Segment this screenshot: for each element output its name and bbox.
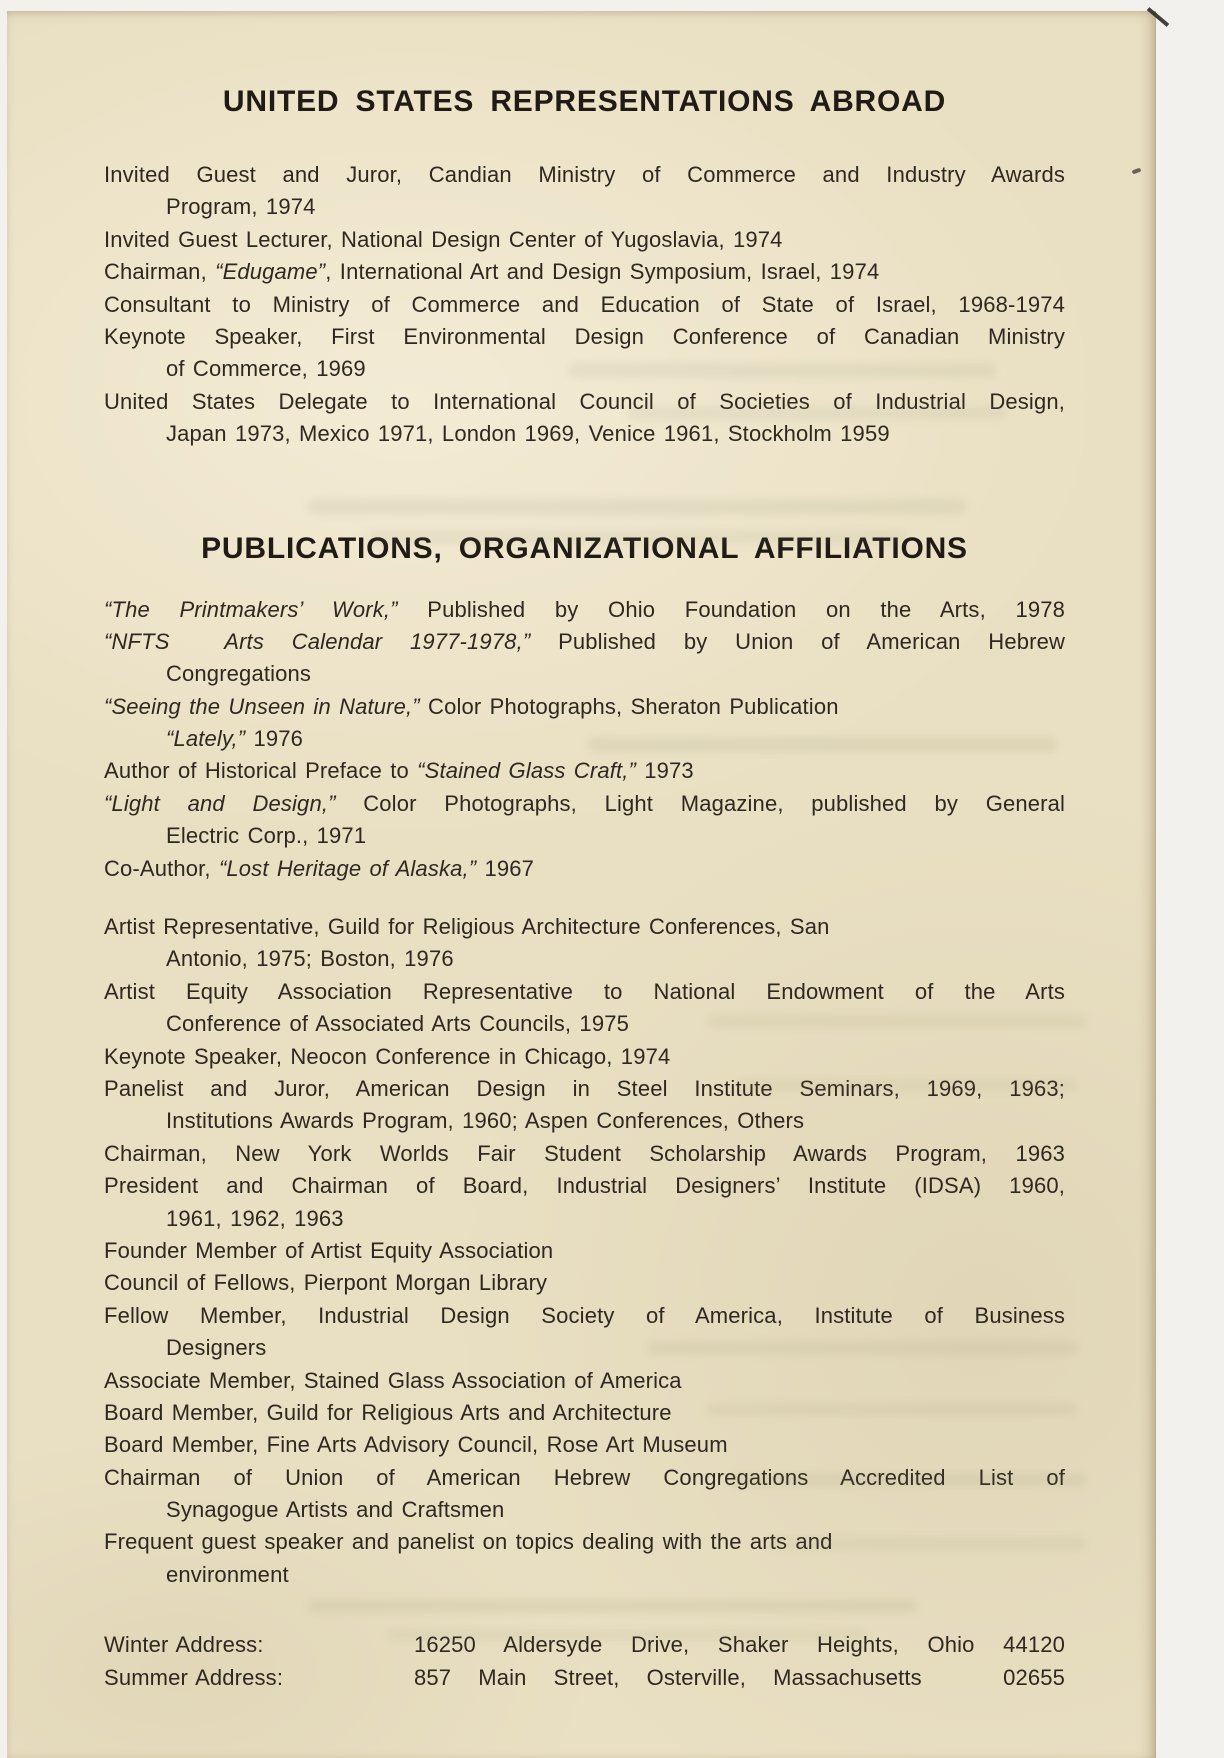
cv-entry: [104, 1235, 1065, 1267]
cv-entry: [104, 1041, 1065, 1073]
text-run: Keynote Speaker, First Environmental Design Conference of Canadian Ministry: [104, 323, 1065, 349]
cv-entry-line: [104, 1526, 1065, 1558]
cv-entry: [104, 691, 1065, 756]
cv-entry: [104, 1073, 1065, 1138]
text-run: Board Member, Guild for Religious Arts and Architecture: [104, 1399, 672, 1425]
cv-entry: [104, 1397, 1065, 1429]
cv-entry-line: [104, 1267, 1065, 1299]
text-run: Program, 1974: [166, 194, 316, 220]
cv-entry-line: [104, 1300, 1065, 1332]
italic-text-run: “NFTS Arts Calendar 1977-1978,”: [104, 628, 531, 654]
text-run: Founder Member of Artist Equity Association: [104, 1237, 554, 1263]
text-run: Board Member, Fine Arts Advisory Council, Rose Art Museum: [104, 1432, 728, 1458]
cv-entry-line: [104, 321, 1065, 353]
representations-group: [104, 159, 1065, 451]
cv-entry-line: [104, 755, 1065, 787]
text-run: Author of Historical Preface to: [104, 758, 418, 784]
cv-entry-line: [104, 911, 1065, 943]
text-run: Japan 1973, Mexico 1971, London 1969, Venice 1961, Stockholm 1959: [166, 421, 890, 447]
italic-text-run: “Edugame”: [215, 259, 326, 285]
cv-entry: [104, 256, 1065, 288]
section-publications-affiliations: [104, 594, 1065, 1592]
cv-entry-line: [104, 353, 1065, 385]
cv-entry-line: [104, 256, 1065, 288]
text-run: Panelist and Juror, American Design in Steel Institute Seminars, 1969, 1963;: [104, 1075, 1065, 1101]
cv-entry-line: [104, 1203, 1065, 1235]
cv-entry: [104, 224, 1065, 256]
cv-entry-line: [104, 788, 1065, 820]
cv-entry: [104, 1429, 1065, 1461]
cv-entry-line: [104, 723, 1065, 755]
cv-entry-line: [104, 1429, 1065, 1461]
winter-address-label: Winter Address:: [104, 1632, 264, 1658]
text-run: Antonio, 1975; Boston, 1976: [166, 946, 454, 972]
cv-entry: [104, 788, 1065, 853]
text-run: Chairman, New York Worlds Fair Student Scholarship Awards Program, 1963: [104, 1140, 1065, 1166]
cv-entry: [104, 1300, 1065, 1365]
cv-entry-line: [104, 1073, 1065, 1105]
cv-entry-line: [104, 1170, 1065, 1202]
cv-entry: [104, 1170, 1065, 1235]
section-us-representations: [104, 159, 1065, 451]
cv-entry-line: [104, 224, 1065, 256]
cv-entry: [104, 1462, 1065, 1527]
text-run: environment: [166, 1561, 289, 1587]
text-run: President and Chairman of Board, Industrial Designers’ Institute (IDSA) 1960,: [104, 1173, 1065, 1199]
cv-entry-line: [104, 1008, 1065, 1040]
cv-entry: [104, 321, 1065, 386]
text-run: Conference of Associated Arts Councils, 1975: [166, 1011, 629, 1037]
cv-entry: [104, 626, 1065, 691]
cv-entry-line: [104, 418, 1065, 450]
text-run: Frequent guest speaker and panelist on topics dealing with the arts and: [104, 1529, 833, 1555]
section-title-publications-affiliations: PUBLICATIONS, ORGANIZATIONAL AFFILIATIONS: [201, 531, 968, 565]
text-run: of Commerce, 1969: [166, 356, 366, 382]
text-run: Electric Corp., 1971: [166, 823, 367, 849]
cv-entry-line: [104, 1235, 1065, 1267]
address-block: [104, 1628, 1065, 1694]
text-run: Artist Representative, Guild for Religious Architecture Conferences, San: [104, 914, 830, 940]
cv-entry: [104, 594, 1065, 626]
affiliations-group: [104, 911, 1065, 1591]
italic-text-run: “Light and Design,”: [104, 790, 336, 816]
winter-address-value: 16250 Aldersyde Drive, Shaker Heights, Ohio 44120: [414, 1632, 1065, 1658]
text-run: Institutions Awards Program, 1960; Aspen Conferences, Others: [166, 1108, 805, 1134]
text-run: Chairman,: [104, 259, 216, 285]
cv-entry-line: [104, 1462, 1065, 1494]
cv-entry: [104, 1526, 1065, 1591]
cv-entry-line: [104, 1494, 1065, 1526]
cv-entry-line: [104, 1041, 1065, 1073]
text-run: Keynote Speaker, Neocon Conference in Chicago, 1974: [104, 1043, 671, 1069]
text-run: Color Photographs, Sheraton Publication: [419, 693, 839, 719]
text-run: Council of Fellows, Pierpont Morgan Library: [104, 1270, 548, 1296]
paper-sheet: [7, 11, 1156, 1758]
text-run: 1961, 1962, 1963: [166, 1205, 344, 1231]
text-run: 1976: [245, 726, 304, 752]
cv-entry-line: [104, 594, 1065, 626]
text-run: Invited Guest and Juror, Candian Ministry of Commerce and Industry Awards: [104, 162, 1065, 187]
cv-entry: [104, 1267, 1065, 1299]
italic-text-run: “Lately,”: [166, 726, 246, 752]
summer-address-label: Summer Address:: [104, 1665, 284, 1691]
text-run: Co-Author,: [104, 855, 219, 881]
cv-entry-line: [104, 691, 1065, 723]
cv-entry-line: [104, 1105, 1065, 1137]
cv-entry: [104, 1365, 1065, 1397]
text-run: Artist Equity Association Representative to National Endowment of the Arts: [104, 978, 1065, 1004]
cv-entry-line: [104, 658, 1065, 690]
cv-entry-line: [104, 1138, 1065, 1170]
cv-entry-line: [104, 976, 1065, 1008]
cv-entry-line: [104, 1332, 1065, 1364]
text-run: Designers: [166, 1335, 267, 1361]
cv-entry: [104, 911, 1065, 976]
text-run: Invited Guest Lecturer, National Design Center of Yugoslavia, 1974: [104, 226, 783, 252]
text-run: Associate Member, Stained Glass Association of America: [104, 1367, 682, 1393]
cv-entry-line: [104, 1365, 1065, 1397]
text-run: Published by Ohio Foundation on the Arts, 1978: [397, 596, 1066, 622]
cv-entry: [104, 1138, 1065, 1170]
cv-entry: [104, 159, 1065, 224]
address-row-winter: [104, 1628, 1065, 1661]
text-run: Chairman of Union of American Hebrew Congregations Accredited List of: [104, 1464, 1065, 1490]
cv-entry-line: [104, 191, 1065, 223]
cv-entry-line: [104, 853, 1065, 885]
address-row-summer: [104, 1661, 1065, 1694]
cv-entry: [104, 853, 1065, 885]
cv-entry: [104, 386, 1065, 451]
publications-group: [104, 594, 1065, 886]
text-run: United States Delegate to International Council of Societies of Industrial Design,: [104, 388, 1065, 414]
text-run: 1967: [476, 855, 535, 881]
cv-entry: [104, 976, 1065, 1041]
cv-entry-line: [104, 943, 1065, 975]
cv-entry-line: [104, 386, 1065, 418]
cv-entry-line: [104, 820, 1065, 852]
cv-entry: [104, 755, 1065, 787]
cv-entry-line: [104, 289, 1065, 321]
text-run: , International Art and Design Symposium, Israel, 1974: [325, 259, 880, 285]
text-run: Fellow Member, Industrial Design Society of America, Institute of Business: [104, 1302, 1065, 1328]
text-run: Congregations: [166, 661, 312, 687]
cv-entry-line: [104, 626, 1065, 658]
summer-address-value: 857 Main Street, Osterville, Massachusetts 02655: [414, 1665, 1065, 1691]
text-run: 1973: [635, 758, 694, 784]
section-title-us-representations: UNITED STATES REPRESENTATIONS ABROAD: [222, 85, 947, 118]
italic-text-run: “Lost Heritage of Alaska,”: [218, 855, 477, 881]
italic-text-run: “Stained Glass Craft,”: [417, 758, 636, 784]
text-run: Published by Union of American Hebrew: [530, 628, 1065, 654]
cv-entry-line: [104, 1397, 1065, 1429]
italic-text-run: “The Printmakers’ Work,”: [104, 596, 398, 622]
text-run: Synagogue Artists and Craftsmen: [166, 1497, 505, 1523]
text-run: Consultant to Ministry of Commerce and Education of State of Israel, 1968-1974: [104, 291, 1065, 317]
cv-entry-line: [104, 1559, 1065, 1591]
text-block: [7, 11, 1155, 1694]
cv-entry-line: [104, 159, 1065, 191]
italic-text-run: “Seeing the Unseen in Nature,”: [104, 693, 420, 719]
text-run: Color Photographs, Light Magazine, published by General: [335, 790, 1066, 816]
cv-entry: [104, 289, 1065, 321]
